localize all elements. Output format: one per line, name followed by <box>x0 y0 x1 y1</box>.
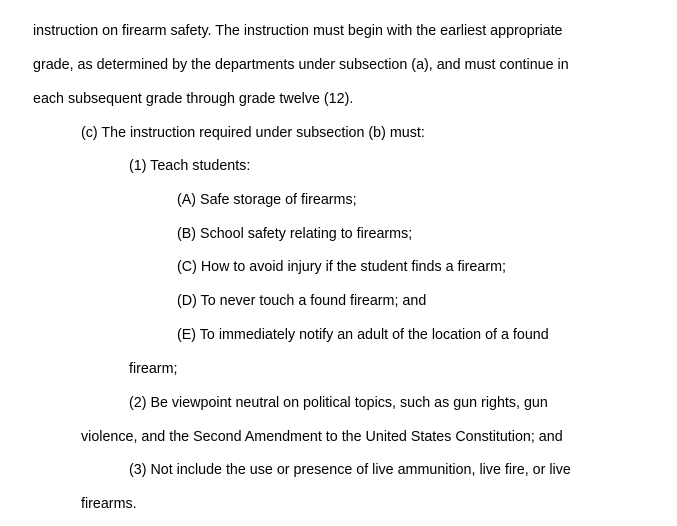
item-3-continuation: firearms. <box>81 496 137 512</box>
text-line: instruction on firearm safety. The instruction must begin with the earliest appropriate <box>33 23 563 39</box>
item-b: (B) School safety relating to firearms; <box>177 226 413 242</box>
text-line: grade, as determined by the departments under subsection (a), and must continue in <box>33 57 569 73</box>
item-2: (2) Be viewpoint neutral on political topics, such as gun rights, gun <box>129 395 548 411</box>
item-2-continuation: violence, and the Second Amendment to the United States Constitution; and <box>81 429 563 445</box>
item-a: (A) Safe storage of firearms; <box>177 192 357 208</box>
item-e-continuation: firearm; <box>129 361 178 377</box>
item-3: (3) Not include the use or presence of live ammunition, live fire, or live <box>129 462 571 478</box>
item-d: (D) To never touch a found firearm; and <box>177 293 427 309</box>
text-line: each subsequent grade through grade twelve (12). <box>33 91 354 107</box>
item-1: (1) Teach students: <box>129 158 251 174</box>
subsection-c-heading: (c) The instruction required under subsection (b) must: <box>81 125 425 141</box>
item-c: (C) How to avoid injury if the student finds a firearm; <box>177 259 506 275</box>
item-e: (E) To immediately notify an adult of the location of a found <box>177 327 549 343</box>
